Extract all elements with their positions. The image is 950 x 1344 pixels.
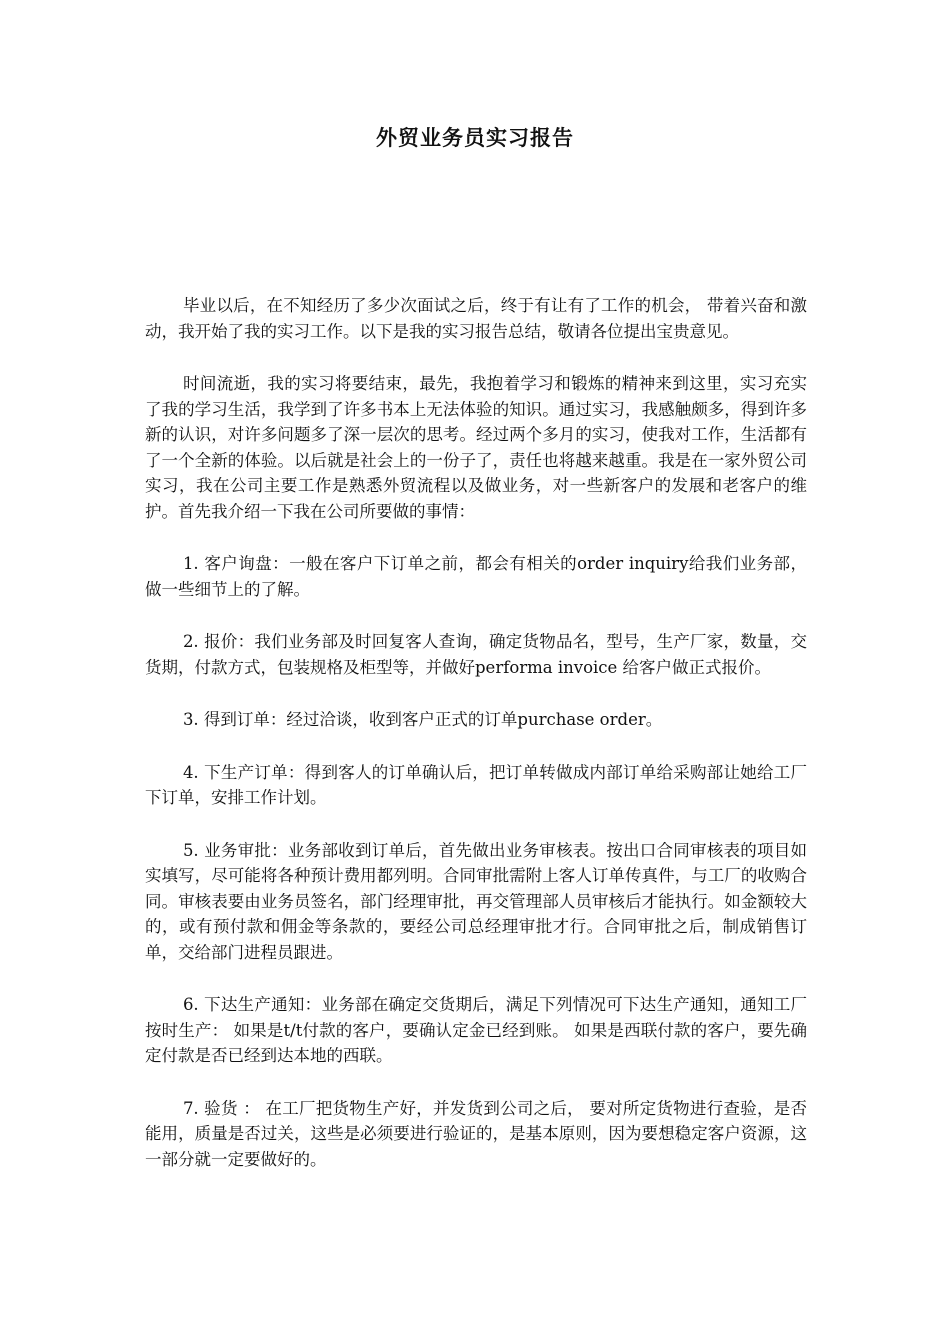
paragraph-step-5: 5. 业务审批：业务部收到订单后，首先做出业务审核表。按出口合同审核表的项目如实填写，尽可能将各种预计费用都列明。合同审批需附上客人订单传真件，与工厂的收购合同。审核表要由业务员签名，部门经理审批，再交管理部人员审核后才能执行。如金额较大的，或有预付款和佣金等条款的，要经公司总经理审批才行。合同审批之后，制成销售订单，交给部门进程员跟进。	[145, 840, 807, 962]
document-body	[145, 293, 807, 1199]
paragraph-step-4: 4. 下生产订单：得到客人的订单确认后，把订单转做成内部订单给采购部让她给工厂下订单，安排工作计划。	[145, 762, 807, 807]
paragraph-intro: 毕业以后，在不知经历了多少次面试之后，终于有让有了工作的机会， 带着兴奋和激动，我开始了我的实习工作。以下是我的实习报告总结，敬请各位提出宝贵意见。	[145, 296, 807, 341]
document-title: 外贸业务员实习报告	[376, 125, 574, 150]
paragraph-step-1: 1. 客户询盘：一般在客户下订单之前，都会有相关的order inquiry给我们业务部，做一些细节上的了解。	[145, 554, 807, 599]
paragraph-overview: 时间流逝，我的实习将要结束，最先，我抱着学习和锻炼的精神来到这里，实习充实了我的学习生活，我学到了许多书本上无法体验的知识。通过实习，我感触颇多，得到许多新的认识，对许多问题多了深一层次的思考。经过两个多月的实习，使我对工作，生活都有了一个全新的体验。以后就是社会上的一份子了，责任也将越来越重。我是在一家外贸公司实习，我在公司主要工作是熟悉外贸流程以及做业务，对一些新客户的发展和老客户的维护。首先我介绍一下我在公司所要做的事情：	[145, 374, 807, 521]
paragraph-step-7: 7. 验货 ： 在工厂把货物生产好，并发货到公司之后， 要对所定货物进行查验，是否能用，质量是否过关，这些是必须要进行验证的，是基本原则，因为要想稳定客户资源，这一部分就一定要做好的。	[145, 1098, 807, 1169]
paragraph-step-3: 3. 得到订单：经过洽谈，收到客户正式的订单purchase order。	[182, 710, 663, 729]
paragraph-step-2: 2. 报价：我们业务部及时回复客人查询，确定货物品名，型号，生产厂家，数量，交货期，付款方式，包装规格及柜型等，并做好performa invoice 给客户做正式报价。	[145, 632, 807, 677]
paragraph-step-6: 6. 下达生产通知：业务部在确定交货期后，满足下列情况可下达生产通知，通知工厂按时生产： 如果是t/t付款的客户，要确认定金已经到账。 如果是西联付款的客户，要先确定付款是否已经到达本地的西联。	[145, 995, 807, 1065]
